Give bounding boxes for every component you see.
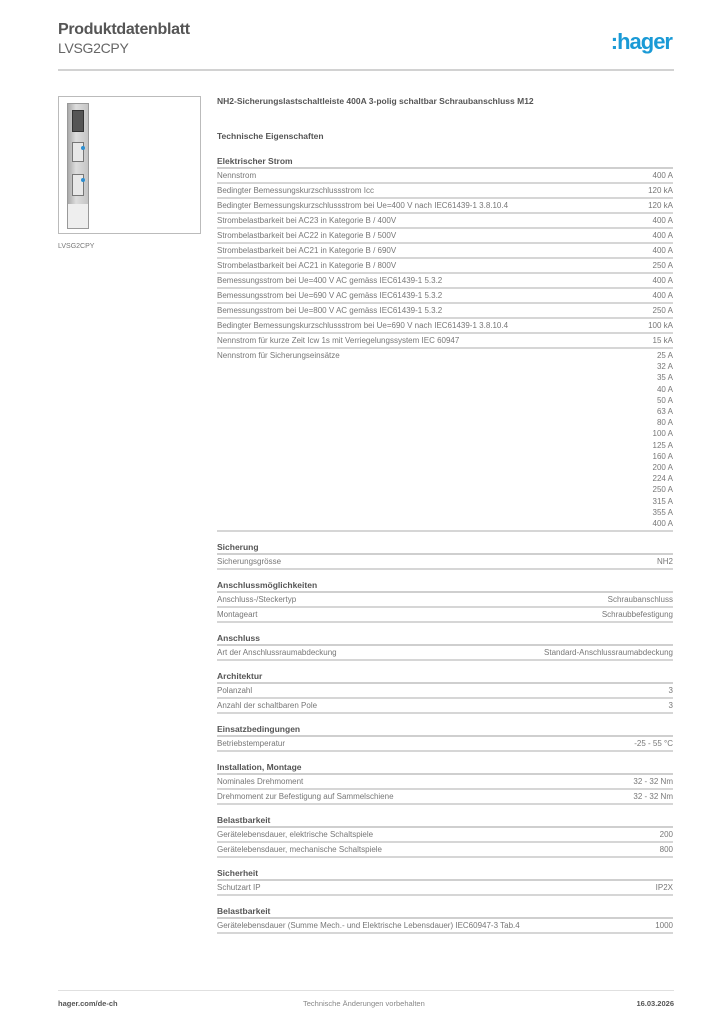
spec-label: Bemessungsstrom bei Ue=400 V AC gemäss IEC61439-1 5.3.2 bbox=[217, 276, 443, 285]
spec-value: 15 kA bbox=[652, 336, 673, 345]
spec-value: 50 A bbox=[656, 395, 673, 405]
spec-label: Bedingter Bemessungskurzschlussstrom bei Ue=690 V nach IEC61439-1 3.8.10.4 bbox=[217, 321, 509, 330]
section-title: Elektrischer Strom bbox=[217, 156, 673, 169]
spec-value: 40 A bbox=[656, 384, 673, 394]
spec-label: Strombelastbarkeit bei AC21 in Kategorie B / 800V bbox=[217, 261, 397, 270]
spec-row bbox=[217, 608, 673, 623]
spec-label: Betriebstemperatur bbox=[217, 739, 286, 749]
spec-value: 100 kA bbox=[648, 321, 673, 330]
spec-row bbox=[217, 244, 673, 259]
spec-value: 250 A bbox=[652, 261, 673, 270]
spec-label: Bemessungsstrom bei Ue=800 V AC gemäss IEC61439-1 5.3.2 bbox=[217, 306, 443, 315]
spec-row bbox=[217, 881, 673, 896]
spec-label: Anschluss-/Steckertyp bbox=[217, 595, 297, 605]
spec-value-list bbox=[653, 350, 673, 529]
spec-value: 120 kA bbox=[648, 186, 673, 195]
spec-content bbox=[217, 96, 673, 934]
spec-row bbox=[217, 184, 673, 199]
spec-row bbox=[217, 169, 673, 184]
spec-row bbox=[217, 593, 673, 608]
spec-value: 800 bbox=[659, 845, 673, 855]
section-title: Anschlussmöglichkeiten bbox=[217, 580, 673, 593]
product-name: NH2-Sicherungslastschaltleiste 400A 3-polig schaltbar Schraubanschluss M12 bbox=[217, 96, 534, 106]
spec-label: Strombelastbarkeit bei AC22 in Kategorie B / 500V bbox=[217, 231, 397, 240]
spec-section bbox=[217, 542, 673, 570]
spec-row bbox=[217, 259, 673, 274]
spec-value: 400 A bbox=[652, 519, 673, 529]
spec-row bbox=[217, 555, 673, 570]
spec-value: 100 A bbox=[652, 429, 673, 439]
spec-value: 224 A bbox=[652, 474, 673, 484]
page-header bbox=[58, 21, 674, 61]
spec-label: Sicherungsgrösse bbox=[217, 557, 282, 567]
spec-value: 200 A bbox=[652, 463, 673, 473]
spec-row bbox=[217, 304, 673, 319]
footer-divider bbox=[58, 990, 674, 991]
spec-label: Gerätelebensdauer (Summe Mech.- und Elektrische Lebensdauer) IEC60947-3 Tab.4 bbox=[217, 921, 520, 931]
article-number: LVSG2CPY bbox=[58, 40, 129, 56]
spec-label: Anzahl der schaltbaren Pole bbox=[217, 701, 318, 711]
spec-label: Bedingter Bemessungskurzschlussstrom bei Ue=400 V nach IEC61439-1 3.8.10.4 bbox=[217, 201, 509, 210]
spec-section bbox=[217, 633, 673, 661]
spec-label: Schutzart IP bbox=[217, 883, 261, 893]
footer-website-link[interactable]: hager.com/de-ch bbox=[58, 999, 118, 1008]
spec-value: 63 A bbox=[656, 407, 673, 417]
spec-value: 32 A bbox=[656, 362, 673, 372]
spec-section bbox=[217, 868, 673, 896]
spec-value: 120 kA bbox=[648, 201, 673, 210]
spec-label: Nennstrom bbox=[217, 171, 257, 180]
spec-value: 400 A bbox=[652, 216, 673, 225]
spec-label: Strombelastbarkeit bei AC21 in Kategorie B / 690V bbox=[217, 246, 397, 255]
spec-row bbox=[217, 828, 673, 843]
spec-value: 400 A bbox=[652, 246, 673, 255]
section-title: Sicherheit bbox=[217, 868, 673, 881]
spec-row bbox=[217, 699, 673, 714]
spec-value: -25 - 55 °C bbox=[634, 739, 673, 749]
fuse-switch-device-icon bbox=[67, 103, 89, 229]
spec-value: 400 A bbox=[652, 276, 673, 285]
section-title: Installation, Montage bbox=[217, 762, 673, 775]
section-title: Belastbarkeit bbox=[217, 815, 673, 828]
spec-value: Standard-Anschlussraumabdeckung bbox=[544, 648, 673, 658]
footer-date: 16.03.2026 bbox=[636, 999, 674, 1008]
spec-value: Schraubanschluss bbox=[607, 595, 673, 605]
spec-label: Gerätelebensdauer, mechanische Schaltspiele bbox=[217, 845, 382, 855]
spec-label: Gerätelebensdauer, elektrische Schaltspiele bbox=[217, 830, 374, 840]
spec-row bbox=[217, 843, 673, 858]
spec-section bbox=[217, 762, 673, 805]
spec-value: 25 A bbox=[656, 351, 673, 360]
hager-logo: :hager bbox=[610, 29, 672, 54]
spec-value: 125 A bbox=[652, 440, 673, 450]
spec-value: 80 A bbox=[656, 418, 673, 428]
spec-row bbox=[217, 214, 673, 229]
section-title: Sicherung bbox=[217, 542, 673, 555]
spec-sections bbox=[217, 156, 673, 934]
spec-section bbox=[217, 580, 673, 623]
spec-value: 160 A bbox=[652, 451, 673, 461]
spec-value: 200 bbox=[659, 830, 673, 840]
spec-label: Nennstrom für kurze Zeit Icw 1s mit Verriegelungssystem IEC 60947 bbox=[217, 336, 460, 345]
spec-row bbox=[217, 790, 673, 805]
spec-section bbox=[217, 156, 673, 532]
page-title: Produktdatenblatt bbox=[58, 21, 190, 38]
spec-section bbox=[217, 906, 673, 934]
spec-label: Bemessungsstrom bei Ue=690 V AC gemäss IEC61439-1 5.3.2 bbox=[217, 291, 443, 300]
spec-row bbox=[217, 737, 673, 752]
spec-value: 3 bbox=[668, 701, 673, 711]
spec-label: Polanzahl bbox=[217, 686, 253, 696]
spec-label: Bedingter Bemessungskurzschlussstrom Icc bbox=[217, 186, 374, 195]
spec-value: 250 A bbox=[652, 485, 673, 495]
spec-value: NH2 bbox=[656, 557, 673, 567]
spec-label: Drehmoment zur Befestigung auf Sammelschiene bbox=[217, 792, 394, 802]
spec-value: 400 A bbox=[652, 291, 673, 300]
spec-row bbox=[217, 229, 673, 244]
spec-label: Montageart bbox=[217, 610, 258, 620]
spec-row bbox=[217, 289, 673, 304]
section-title: Belastbarkeit bbox=[217, 906, 673, 919]
spec-value: 3 bbox=[668, 686, 673, 696]
spec-section bbox=[217, 671, 673, 714]
spec-row bbox=[217, 775, 673, 790]
spec-label: Nennstrom für Sicherungseinsätze bbox=[217, 351, 340, 360]
spec-section bbox=[217, 724, 673, 752]
spec-section bbox=[217, 815, 673, 858]
spec-value: IP2X bbox=[655, 883, 673, 893]
spec-value: 400 A bbox=[652, 171, 673, 180]
spec-value: 32 - 32 Nm bbox=[633, 792, 673, 802]
spec-label: Art der Anschlussraumabdeckung bbox=[217, 648, 337, 658]
header-divider bbox=[58, 69, 674, 71]
spec-row bbox=[217, 199, 673, 214]
spec-row bbox=[217, 319, 673, 334]
spec-label: Nominales Drehmoment bbox=[217, 777, 304, 787]
spec-value: 35 A bbox=[656, 373, 673, 383]
spec-value: 400 A bbox=[652, 231, 673, 240]
spec-value: 355 A bbox=[652, 507, 673, 517]
tech-properties-title: Technische Eigenschaften bbox=[217, 131, 324, 141]
section-title: Einsatzbedingungen bbox=[217, 724, 673, 737]
spec-value: 315 A bbox=[652, 496, 673, 506]
image-caption: LVSG2CPY bbox=[58, 243, 95, 250]
section-title: Architektur bbox=[217, 671, 673, 684]
spec-row bbox=[217, 919, 673, 934]
spec-row bbox=[217, 274, 673, 289]
spec-label: Strombelastbarkeit bei AC23 in Kategorie B / 400V bbox=[217, 216, 397, 225]
spec-value: Schraubbefestigung bbox=[601, 610, 673, 620]
spec-value: 32 - 32 Nm bbox=[633, 777, 673, 787]
spec-row bbox=[217, 646, 673, 661]
spec-value: 250 A bbox=[652, 306, 673, 315]
spec-row-multi bbox=[217, 349, 673, 532]
spec-row bbox=[217, 684, 673, 699]
section-title: Anschluss bbox=[217, 633, 673, 646]
spec-row bbox=[217, 334, 673, 349]
spec-value: 1000 bbox=[655, 921, 673, 931]
footer-notice: Technische Änderungen vorbehalten bbox=[303, 999, 425, 1008]
product-image bbox=[58, 96, 201, 234]
